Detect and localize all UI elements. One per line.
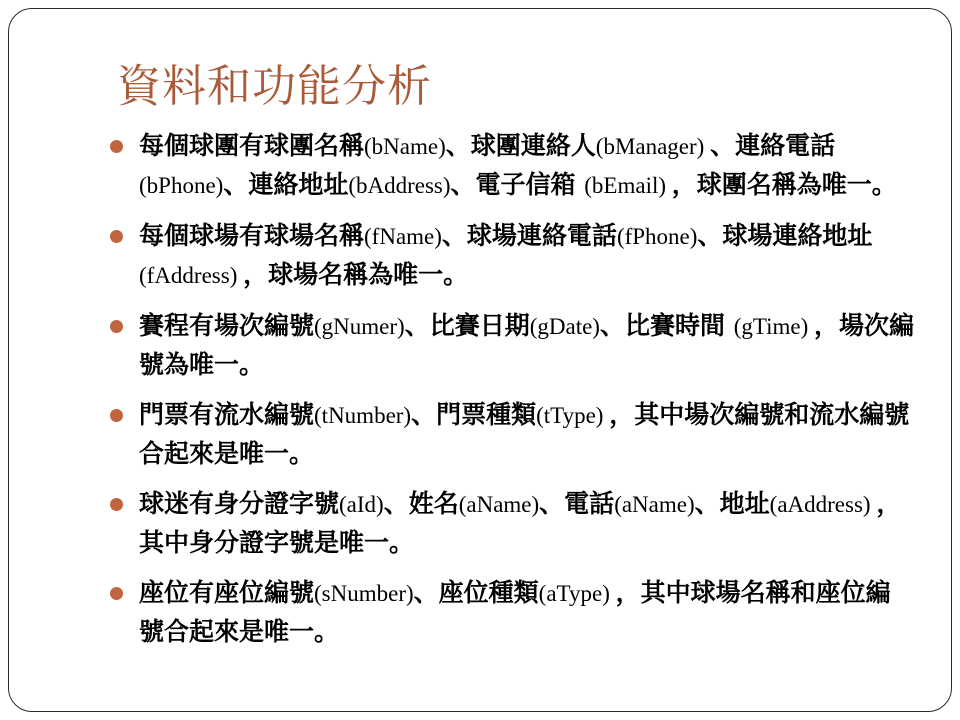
field-code: (bPhone) <box>139 173 224 198</box>
bullet-item <box>139 396 914 473</box>
bullet-text: ，場次編號為唯一。 <box>139 311 915 379</box>
field-code: (fName) <box>364 224 442 249</box>
field-code: (fPhone) <box>616 224 698 249</box>
field-code: (sNumber) <box>314 581 414 606</box>
bullet-item <box>139 217 914 295</box>
bullet-item <box>139 574 914 651</box>
bullet-item <box>139 307 914 384</box>
bullet-text: 門票有流水編號 <box>139 400 315 429</box>
bullet-dot-icon <box>110 498 123 511</box>
bullet-item <box>139 127 914 205</box>
bullet-text: 、比賽日期 <box>404 311 530 340</box>
slide <box>8 8 952 712</box>
bullet-text: 、座位種類 <box>413 578 539 607</box>
bullet-text: 每個球場有球場名稱 <box>139 221 365 250</box>
bullet-text: 、姓名 <box>383 489 459 518</box>
field-code: (bEmail) <box>584 173 672 198</box>
bullet-text: 、比賽時間 <box>599 311 734 340</box>
bullet-text: 球迷有身分證字號 <box>139 489 340 518</box>
bullet-text: 、地址 <box>694 489 770 518</box>
bullet-dot-icon <box>110 230 123 243</box>
bullet-text: 、球場連絡地址 <box>697 221 873 250</box>
field-code: (bAddress) <box>348 173 451 198</box>
bullet-text: 每個球團有球團名稱 <box>139 131 365 160</box>
bullet-text: 、連絡地址 <box>223 170 349 199</box>
field-code: (tType) <box>536 403 610 428</box>
field-code: (tNumber) <box>314 403 412 428</box>
field-code: (gTime) <box>733 314 814 339</box>
field-code: (aName) <box>614 492 695 517</box>
bullet-text: ，球場名稱為唯一。 <box>243 260 469 289</box>
bullet-list <box>139 127 914 663</box>
bullet-text: 、電子信箱 <box>450 170 585 199</box>
bullet-dot-icon <box>110 587 123 600</box>
bullet-text: 賽程有場次編號 <box>139 311 315 340</box>
slide-title: 資料和功能分析 <box>117 61 432 112</box>
bullet-text: ，其中身分證字號是唯一。 <box>139 489 902 557</box>
field-code: (bManager) <box>595 134 711 159</box>
bullet-dot-icon <box>110 140 123 153</box>
bullet-dot-icon <box>110 409 123 422</box>
bullet-text: 、球團連絡人 <box>445 131 596 160</box>
bullet-text: 、連絡電話 <box>710 131 836 160</box>
field-code: (aAddress) <box>769 492 877 517</box>
field-code: (gDate) <box>529 314 600 339</box>
field-code: (aName) <box>458 492 540 517</box>
field-code: (aId) <box>339 492 384 517</box>
bullet-item <box>139 485 914 562</box>
field-code: (gNumer) <box>314 314 405 339</box>
field-code: (fAddress) <box>139 263 244 288</box>
bullet-text: 、門票種類 <box>411 400 537 429</box>
bullet-text: ，其中場次編號和流水編號合起來是唯一。 <box>139 400 910 468</box>
bullet-text: 座位有座位編號 <box>139 578 315 607</box>
bullet-text: 、電話 <box>539 489 615 518</box>
field-code: (bName) <box>364 134 446 159</box>
bullet-text: 、球場連絡電話 <box>441 221 617 250</box>
bullet-text: ，球團名稱為唯一。 <box>671 170 897 199</box>
bullet-text: ，其中球場名稱和座位編號合起來是唯一。 <box>139 578 891 646</box>
bullet-dot-icon <box>110 320 123 333</box>
field-code: (aType) <box>538 581 616 606</box>
